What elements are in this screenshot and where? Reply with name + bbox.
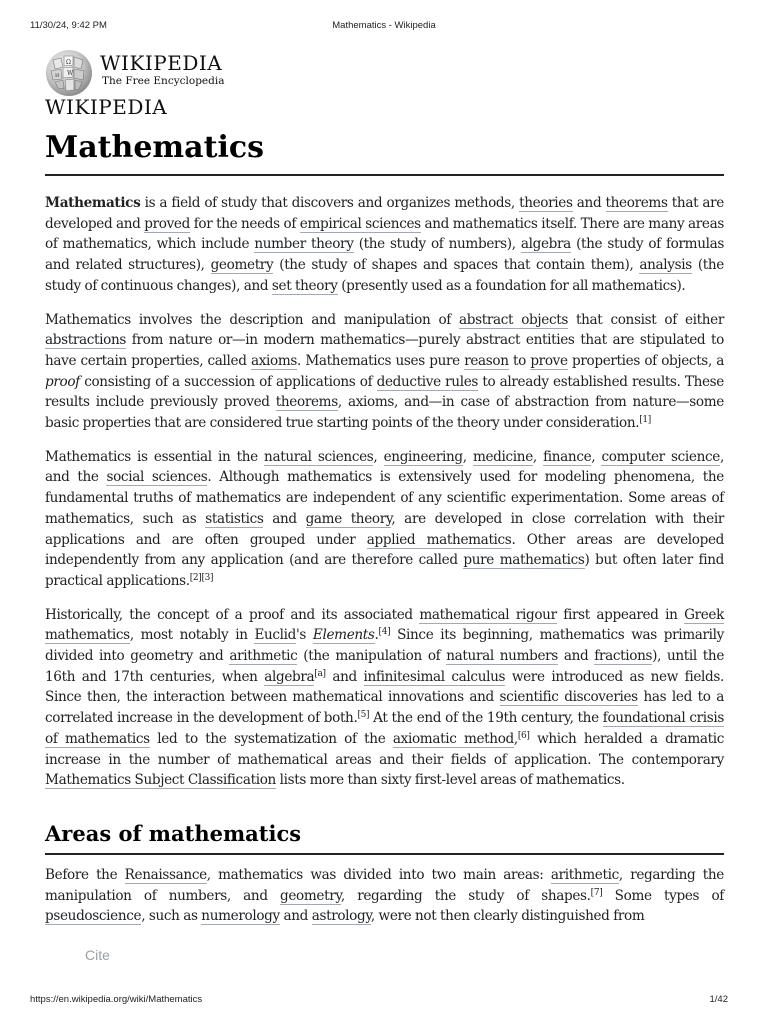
link-numerology[interactable]: numerology xyxy=(201,908,280,925)
text: , regarding the study of shapes. xyxy=(340,887,591,904)
link-game-theory[interactable]: game theory xyxy=(305,510,392,527)
text: consisting of a succession of applications of xyxy=(79,373,377,390)
text: , xyxy=(532,448,544,465)
text: Some types of xyxy=(602,887,724,904)
text: for the needs of xyxy=(189,215,300,232)
link-medicine[interactable]: medicine xyxy=(472,448,533,465)
text: lists more than sixty first-level areas of mathematics. xyxy=(275,772,625,789)
text: (the manipulation of xyxy=(297,648,447,665)
reference-link[interactable]: [2] xyxy=(189,572,202,583)
text: , such as xyxy=(141,908,202,925)
svg-text:И: И xyxy=(55,73,60,79)
text: Mathematics involves the description and manipulation of xyxy=(45,311,460,328)
wikipedia-wordmark-secondary: WIKIPEDIA xyxy=(45,95,168,119)
text: and mathematics itself. There are many areas of mathematics, which include xyxy=(45,215,725,253)
link-algebra[interactable]: algebra xyxy=(264,668,315,685)
link-renaissance[interactable]: Renaissance xyxy=(124,866,207,883)
wikipedia-globe-icon xyxy=(43,48,95,98)
bold-term: Mathematics xyxy=(45,195,141,211)
link-analysis[interactable]: analysis xyxy=(639,257,692,274)
article-content xyxy=(45,128,724,940)
text: (the study of shapes and spaces that contain them), xyxy=(273,257,640,274)
link-theorems[interactable]: theorems xyxy=(275,394,338,411)
text: Before the xyxy=(45,866,125,883)
text: and xyxy=(557,648,595,665)
link-algebra[interactable]: algebra xyxy=(520,236,571,253)
text: Historically, the concept of a proof and its associated xyxy=(45,606,420,623)
link-social-sciences[interactable]: social sciences xyxy=(106,469,208,486)
intro-paragraph-3 xyxy=(45,447,724,592)
link-statistics[interactable]: statistics xyxy=(205,510,264,527)
reference-link[interactable]: [3] xyxy=(201,572,214,583)
link-natural-numbers[interactable]: natural numbers xyxy=(446,648,558,665)
text: to already established results. These results include previously proved xyxy=(45,373,724,411)
svg-text:Ω: Ω xyxy=(66,59,71,66)
text: and xyxy=(279,908,312,925)
text: Since its beginning, mathematics was primarily divided into geometry and xyxy=(45,627,724,665)
print-footer xyxy=(30,994,738,1006)
text: and xyxy=(325,668,364,685)
svg-text:W: W xyxy=(67,70,74,77)
link-mathematical-rigour[interactable]: mathematical rigour xyxy=(419,606,557,623)
link-reason[interactable]: reason xyxy=(464,352,509,369)
text: , xyxy=(373,448,384,465)
reference-link[interactable]: [7] xyxy=(590,887,603,898)
text: from nature or—in modern mathematics—purely abstract entities that are stipulated to have certain properties, called xyxy=(45,332,724,369)
intro-paragraph-4 xyxy=(45,605,724,791)
intro-paragraph-1 xyxy=(45,193,724,297)
link-infinitesimal-calculus[interactable]: infinitesimal calculus xyxy=(363,668,506,685)
text: , xyxy=(513,730,518,747)
link-prove[interactable]: prove xyxy=(530,352,568,369)
reference-link[interactable]: [4] xyxy=(378,627,391,638)
text: were introduced as new fields. Since then, the interaction between mathematical innovations and xyxy=(45,668,725,706)
wikipedia-logo[interactable] xyxy=(43,45,263,119)
print-page-number: 1/42 xyxy=(709,994,728,1005)
text: . Although mathematics is extensively used for modeling phenomena, the fundamental truths of mathematics are independent of any scientific experimentation. Some areas of mathematics, such as xyxy=(45,469,724,527)
text: , were not then clearly distinguished from xyxy=(370,908,645,925)
link-foundational-crisis[interactable]: foundational crisis of mathematics xyxy=(45,710,724,747)
link-greek-mathematics[interactable]: Greek mathematics xyxy=(45,606,725,644)
wikipedia-wordmark: WIKIPEDIA xyxy=(100,51,223,75)
reference-link[interactable]: [1] xyxy=(639,415,651,426)
section-heading-areas: Areas of mathematics xyxy=(45,819,724,855)
text: (the study of numbers), xyxy=(353,236,521,253)
link-scientific-discoveries[interactable]: scientific discoveries xyxy=(499,689,638,706)
link-geometry[interactable]: geometry xyxy=(280,887,341,904)
text: At the end of the 19th century, the xyxy=(369,710,603,727)
link-proved[interactable]: proved xyxy=(144,215,190,232)
wikipedia-tagline: The Free Encyclopedia xyxy=(102,75,225,87)
text: , regarding the manipulation of numbers, and xyxy=(45,866,725,904)
link-axiomatic-method[interactable]: axiomatic method xyxy=(392,730,514,747)
page-title: Mathematics xyxy=(45,128,724,176)
link-theories[interactable]: theories xyxy=(519,195,573,211)
areas-paragraph-1 xyxy=(45,865,724,927)
text: (presently used as a foundation for all mathematics). xyxy=(337,277,686,294)
text: Mathematics is essential in the xyxy=(45,448,265,465)
print-header xyxy=(30,20,738,32)
text: which heralded a dramatic increase in the number of mathematical areas and their fields of application. The contemporary xyxy=(45,730,724,768)
text: . Other areas are developed independently from any application (and are therefore called xyxy=(45,531,725,569)
link-theorems[interactable]: theorems xyxy=(605,195,668,211)
link-pseudoscience[interactable]: pseudoscience xyxy=(45,908,142,925)
link-abstract-objects[interactable]: abstract objects xyxy=(459,311,568,328)
text: and xyxy=(263,510,306,527)
link-astrology[interactable]: astrology xyxy=(311,908,371,925)
link-fractions[interactable]: fractions xyxy=(594,648,653,665)
print-page-title: Mathematics - Wikipedia xyxy=(332,20,436,31)
footnote-link[interactable]: [a] xyxy=(314,668,326,679)
link-arithmetic[interactable]: arithmetic xyxy=(229,648,298,665)
text: , most notably in xyxy=(129,627,255,644)
text: , are developed in close correlation with their applications and are often grouped under xyxy=(45,510,724,548)
text: is a field of study that discovers and organizes methods, xyxy=(140,195,520,211)
link-applied-mathematics[interactable]: applied mathematics xyxy=(366,531,512,548)
text: (the study of formulas and related structures), xyxy=(45,236,724,274)
text: first appeared in xyxy=(556,606,685,623)
link-empirical-sciences[interactable]: empirical sciences xyxy=(299,215,421,232)
text: led to the systematization of the xyxy=(149,730,393,747)
link-geometry[interactable]: geometry xyxy=(210,257,274,274)
link-arithmetic[interactable]: arithmetic xyxy=(550,866,619,883)
link-number-theory[interactable]: number theory xyxy=(254,236,354,253)
text: , xyxy=(462,448,473,465)
text: ) but often later find practical applications. xyxy=(45,552,724,589)
cite-button[interactable]: Cite xyxy=(47,940,145,974)
link-computer-science[interactable]: computer science xyxy=(601,448,720,465)
text: , mathematics was divided into two main areas: xyxy=(206,866,551,883)
text: , and the xyxy=(45,448,724,486)
print-datetime: 11/30/24, 9:42 PM xyxy=(30,20,107,31)
text: , xyxy=(591,448,602,465)
print-url: https://en.wikipedia.org/wiki/Mathematics xyxy=(30,994,203,1005)
text: has led to a correlated increase in the development of both. xyxy=(45,689,724,727)
link-msc[interactable]: Mathematics Subject Classification xyxy=(45,772,276,789)
text: . Mathematics uses pure xyxy=(297,352,465,369)
link-axioms[interactable]: axioms xyxy=(250,352,298,369)
text: to xyxy=(508,352,531,369)
reference-link[interactable]: [6] xyxy=(517,730,530,741)
intro-paragraph-2 xyxy=(45,310,724,434)
link-set-theory[interactable]: set theory xyxy=(271,277,338,294)
text: and xyxy=(572,195,606,211)
link-pure-mathematics[interactable]: pure mathematics xyxy=(463,552,585,569)
text: that consist of either xyxy=(567,311,724,328)
text: ), until the 16th and 17th centuries, when xyxy=(45,648,725,685)
text: , axioms, and—in case of abstraction from nature—some basic properties that are considered true starting points of the theory under consideration. xyxy=(45,394,724,432)
link-deductive-rules[interactable]: deductive rules xyxy=(376,373,479,390)
link-abstractions[interactable]: abstractions xyxy=(45,332,126,349)
text: properties of objects, a xyxy=(567,352,725,369)
text: that are developed and xyxy=(45,195,724,232)
link-engineering[interactable]: engineering xyxy=(383,448,463,465)
reference-link[interactable]: [5] xyxy=(357,710,370,721)
text: 's xyxy=(296,627,313,644)
text: (the study of continuous changes), and xyxy=(45,257,725,294)
link-euclid[interactable]: Euclid xyxy=(254,627,297,644)
link-elements[interactable]: Elements xyxy=(312,627,375,644)
link-natural-sciences[interactable]: natural sciences xyxy=(264,448,374,465)
text: . xyxy=(374,627,379,644)
link-finance[interactable]: finance xyxy=(543,448,592,465)
italic-term: proof xyxy=(45,373,80,390)
